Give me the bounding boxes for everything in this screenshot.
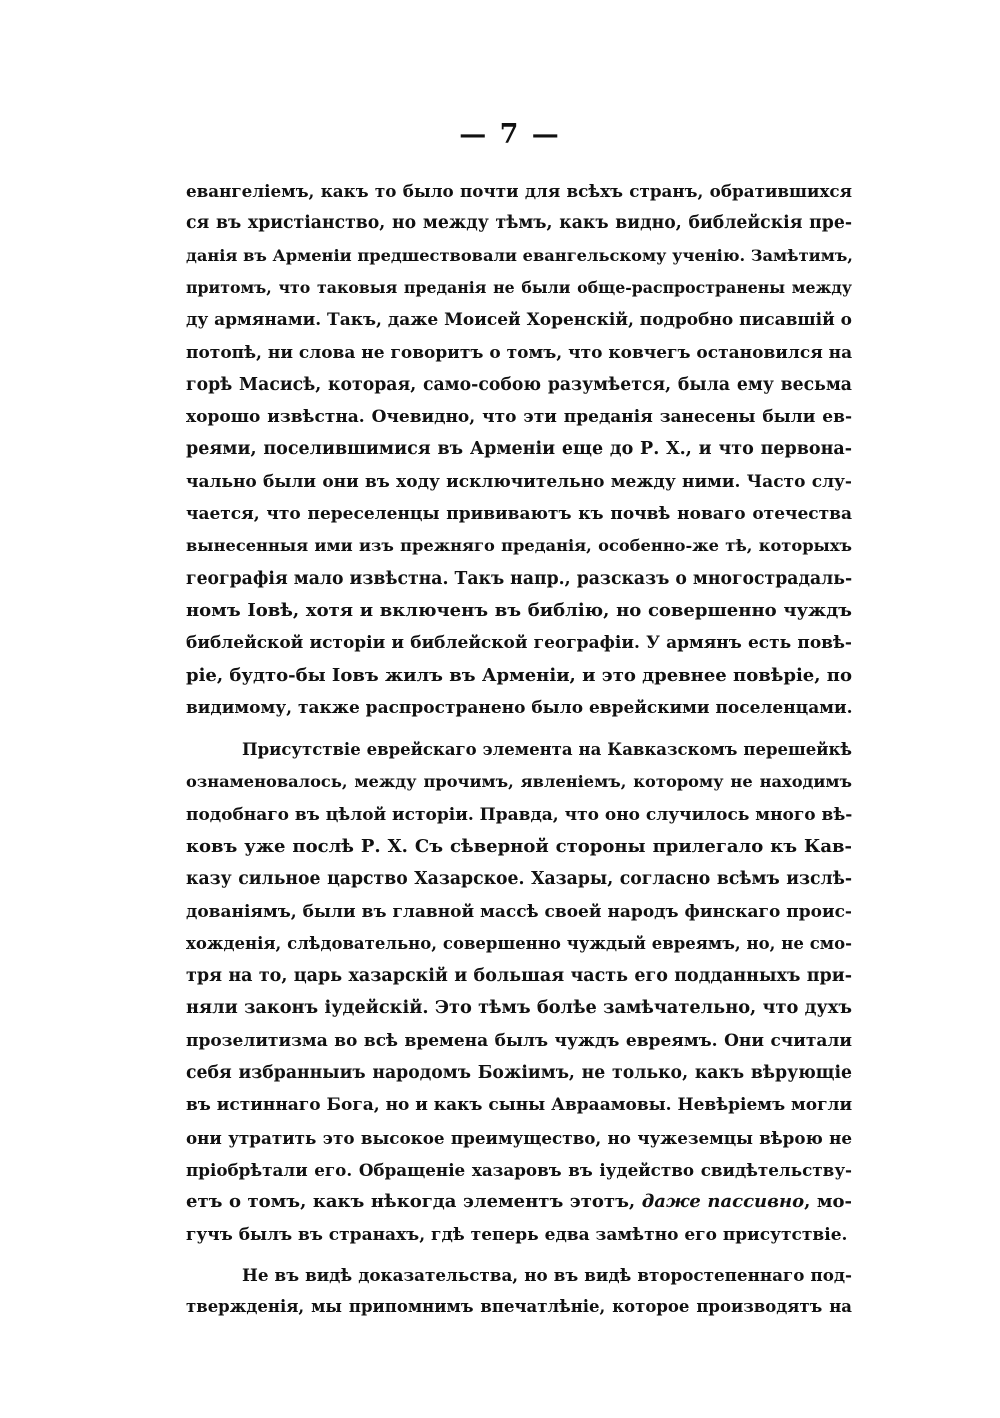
text-line: ознаменовалось, между прочимъ, явленіемъ, которому не находимъ	[186, 772, 852, 792]
text-line: Не въ видѣ доказательства, но въ видѣ второстепеннаго под-	[242, 1265, 852, 1285]
text-line-with-emphasis	[186, 1186, 852, 1218]
text-line: тря на то, царь хазарскій и большая часть его подданныхъ при-	[186, 966, 852, 987]
page-number: — 7 —	[459, 119, 561, 150]
text-line: гучъ былъ въ странахъ, гдѣ теперь едва замѣтно его присутствіе.	[186, 1224, 848, 1245]
text-line: въ истиннаго Бога, но и какъ сыны Авраамовы. Невѣріемъ могли	[186, 1095, 853, 1116]
text-line: себя избранныиъ народомъ Божіимъ, не только, какъ вѣрующіе	[186, 1063, 852, 1083]
text-line: ду армянами. Такъ, даже Моисей Хоренскій, подробно писавшій о	[186, 310, 852, 331]
text-line: казу сильное царство Хазарское. Хазары, согласно всѣмъ изслѣ-	[186, 869, 852, 890]
text-line: данія въ Арменіи предшествовали евангельскому ученію. Замѣтимъ,	[186, 245, 853, 265]
text-line: Присутствіе еврейскаго элемента на Кавказскомъ перешейкѣ	[242, 740, 852, 759]
text-line: горѣ Масисѣ, которая, само-собою разумѣется, была ему весьма	[186, 374, 852, 395]
text-line: чается, что переселенцы прививаютъ къ почвѣ новаго отечества	[186, 504, 852, 524]
line-text-before-emphasis: етъ о томъ, какъ нѣкогда элементъ этотъ,	[186, 1191, 636, 1213]
text-line: прозелитизма во всѣ времена былъ чуждъ евреямъ. Они считали	[186, 1030, 852, 1051]
text-line: чально были они въ ходу исключительно между ними. Часто слу-	[186, 471, 852, 492]
line-text-after-emphasis: , мо-	[804, 1191, 852, 1213]
text-line: хожденія, слѣдовательно, совершенно чуждый евреямъ, но, не смо-	[186, 933, 852, 953]
text-line: вынесенныя ими изъ прежняго преданія, особенно-же тѣ, которыхъ	[186, 536, 852, 556]
text-line: подобнаго въ цѣлой исторіи. Правда, что оно случилось много вѣ-	[186, 804, 853, 825]
text-line: видимому, также распространено было еврейскими поселенцами.	[186, 697, 853, 718]
text-line: библейской исторіи и библейской географіи. У армянъ есть повѣ-	[186, 633, 852, 654]
text-line: ковъ уже послѣ Р. Х. Съ сѣверной стороны прилегало къ Кав-	[186, 835, 852, 857]
text-line: пріобрѣтали его. Обращеніе хазаровъ въ іудейство свидѣтельству-	[186, 1159, 852, 1180]
emphasized-text: даже пассивно	[641, 1191, 805, 1213]
text-line: ся въ христіанство, но между тѣмъ, какъ видно, библейскія пре-	[186, 213, 852, 234]
text-line: хорошо извѣстна. Очевидно, что эти преданія занесены были ев-	[186, 407, 852, 428]
text-line: няли законъ іудейскій. Это тѣмъ болѣе замѣчательно, что духъ	[186, 997, 852, 1019]
text-line: географія мало извѣстна. Такъ напр., разсказъ о многострадаль-	[186, 568, 853, 589]
text-line: потопѣ, ни слова не говоритъ о томъ, что ковчегъ остановился на	[186, 342, 853, 363]
text-line: реями, поселившимися въ Арменіи еще до Р. Х., и что первона-	[186, 439, 852, 460]
text-line: они утратить это высокое преимущество, но чужеземцы вѣрою не	[186, 1127, 852, 1148]
text-line: номъ Іовѣ, хотя и включенъ въ библію, но совершенно чуждъ	[186, 599, 852, 621]
text-line: ріе, будто-бы Іовъ жилъ въ Арменіи, и это древнее повѣріе, по	[186, 664, 852, 686]
text-line: евангеліемъ, какъ то было почти для всѣхъ странъ, обратившихся	[186, 181, 852, 201]
text-line: притомъ, что таковыя преданія не были обще-распространены между	[186, 277, 852, 297]
text-line: твержденія, мы припомнимъ впечатлѣніе, которое производятъ на	[186, 1297, 852, 1317]
text-line: дованіямъ, были въ главной массѣ своей народъ финскаго проис-	[186, 901, 852, 922]
